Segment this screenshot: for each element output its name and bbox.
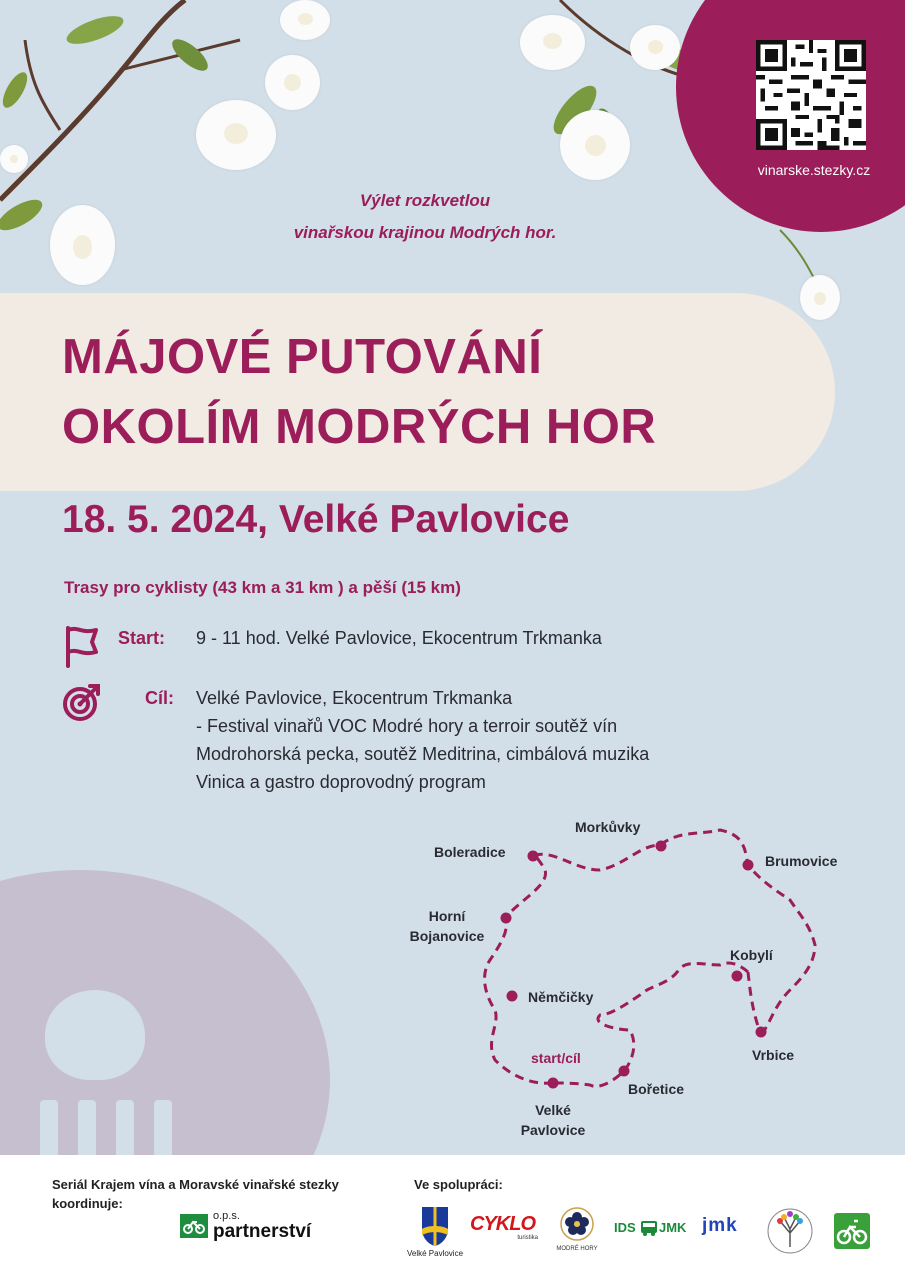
ids-jmk-logo[interactable] bbox=[614, 1217, 686, 1239]
cooperation-label: Ve spolupráci: bbox=[414, 1177, 503, 1192]
jmk-logo[interactable] bbox=[702, 1215, 752, 1241]
ids-text: IDS bbox=[614, 1220, 636, 1235]
finish-line: Modrohorská pecka, soutěž Meditrina, cimbálová muzika bbox=[196, 744, 650, 764]
map-label-horni-bojanovice bbox=[402, 906, 492, 946]
partnerstvi-small: o.p.s. bbox=[213, 1210, 240, 1222]
finish-line: Velké Pavlovice, Ekocentrum Trkmanka bbox=[196, 688, 513, 708]
tagline-line-1: Výlet rozkvetlou bbox=[359, 191, 491, 210]
velke-pavlovice-logo-text: Velké Pavlovice bbox=[406, 1249, 464, 1258]
footer bbox=[0, 1155, 905, 1280]
map-label-brumovice: Brumovice bbox=[765, 853, 838, 869]
map-label-morkuvky: Morkůvky bbox=[575, 819, 641, 835]
tagline-line-2: vinařskou krajinou Modrých hor. bbox=[293, 223, 557, 242]
title-line-2: OKOLÍM MODRÝCH HOR bbox=[62, 400, 657, 454]
cyklo-sub: turistika bbox=[517, 1235, 538, 1241]
coat-of-arms-icon bbox=[420, 1205, 450, 1247]
stop-marker-velke-pavlovice bbox=[548, 1078, 559, 1089]
website-url[interactable]: vinarske.stezky.cz bbox=[757, 162, 871, 178]
stop-marker-horni-bojanovice bbox=[501, 913, 512, 924]
map-label-nemcicky: Němčičky bbox=[528, 989, 594, 1005]
map-label-line: Horní bbox=[428, 908, 466, 924]
coordinator-line: koordinuje: bbox=[52, 1196, 123, 1211]
map-label-boleradice: Boleradice bbox=[434, 844, 506, 860]
start-label: Start: bbox=[118, 628, 166, 648]
cycling-icon[interactable] bbox=[834, 1213, 870, 1249]
stop-marker-brumovice bbox=[743, 860, 754, 871]
cyklo-text: CYKLO bbox=[470, 1213, 535, 1235]
map-label-velke-pavlovice bbox=[510, 1100, 596, 1140]
map-label-line: Velké bbox=[535, 1102, 571, 1118]
jmk-text: JMK bbox=[659, 1220, 687, 1235]
map-label-vrbice: Vrbice bbox=[752, 1047, 795, 1063]
event-date: 18. 5. 2024, Velké Pavlovice bbox=[62, 498, 570, 541]
bike-icon bbox=[180, 1214, 208, 1238]
velke-pavlovice-logo[interactable] bbox=[400, 1205, 470, 1265]
map-label-boretice: Bořetice bbox=[628, 1081, 685, 1097]
finish-label: Cíl: bbox=[145, 688, 174, 708]
partnerstvi-name: partnerství bbox=[213, 1221, 312, 1242]
map-label-line: Bojanovice bbox=[409, 928, 485, 944]
stop-marker-nemcicky bbox=[507, 991, 518, 1002]
stop-marker-vrbice bbox=[756, 1027, 767, 1038]
finish-line: Vinica a gastro doprovodný program bbox=[196, 772, 486, 792]
modre-hory-logo[interactable] bbox=[552, 1207, 602, 1265]
title-line-1: MÁJOVÉ PUTOVÁNÍ bbox=[62, 330, 543, 384]
finish-line: - Festival vinařů VOC Modré hory a terroir soutěž vín bbox=[196, 716, 618, 736]
map-label-line: Pavlovice bbox=[520, 1122, 586, 1138]
flower-emblem-icon bbox=[560, 1207, 594, 1241]
cyklo-turistika-logo[interactable] bbox=[470, 1213, 542, 1243]
jmk-logo-text: jmk bbox=[702, 1215, 738, 1236]
partnerstvi-logo[interactable] bbox=[180, 1212, 340, 1244]
stop-marker-morkuvky bbox=[656, 841, 667, 852]
start-text: 9 - 11 hod. Velké Pavlovice, Ekocentrum Trkmanka bbox=[196, 628, 602, 648]
tourist-association-logo[interactable] bbox=[766, 1207, 814, 1255]
modre-hory-text: MODRÉ HORY bbox=[556, 1246, 598, 1252]
stop-marker-boleradice bbox=[528, 851, 539, 862]
stop-marker-boretice bbox=[619, 1066, 630, 1077]
coordinator-line: Seriál Krajem vína a Moravské vinařské stezky bbox=[52, 1177, 339, 1192]
stop-marker-kobyli bbox=[732, 971, 743, 982]
routes-info: Trasy pro cyklisty (43 km a 31 km ) a pěší (15 km) bbox=[64, 578, 461, 597]
coordinator-text bbox=[52, 1175, 339, 1213]
map-label-kobyli: Kobylí bbox=[730, 947, 773, 963]
map-label-start-finish: start/cíl bbox=[531, 1050, 581, 1066]
bus-icon bbox=[640, 1220, 658, 1236]
